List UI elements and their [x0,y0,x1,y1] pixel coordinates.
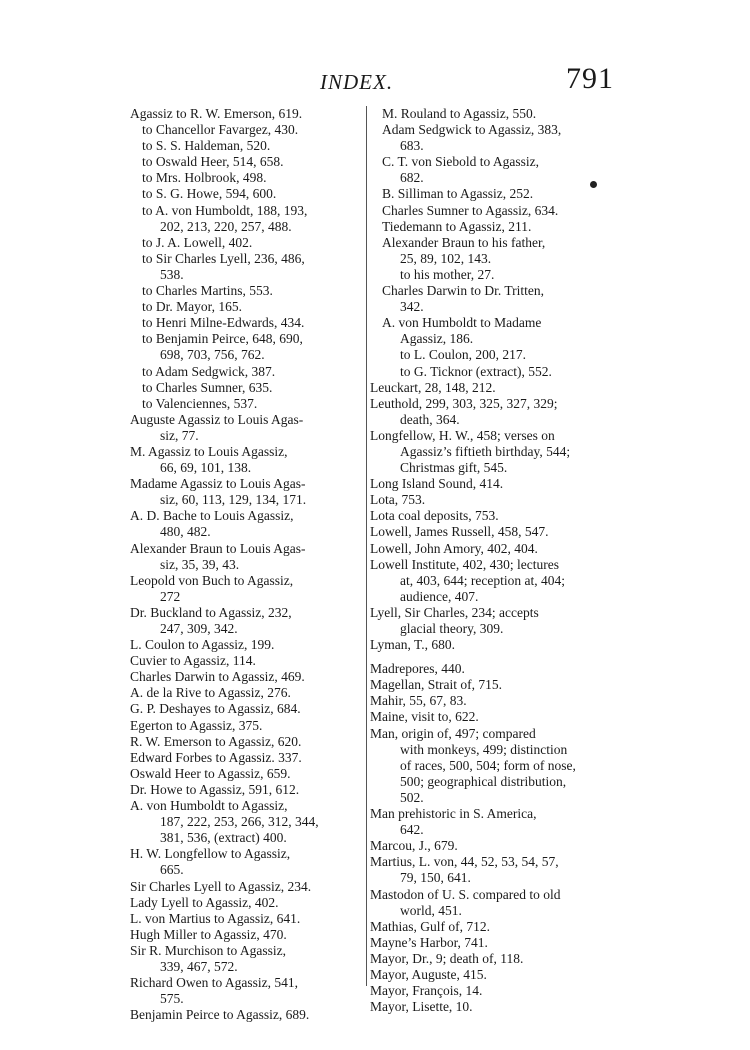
index-entry-line: to Charles Sumner, 635. [142,379,273,395]
index-entry-line: Auguste Agassiz to Louis Agas- [130,411,304,427]
index-entry-line: audience, 407. [400,588,479,604]
index-entry-line: Man, origin of, 497; compared [370,725,536,741]
index-column-left [130,106,362,1023]
index-entry-line: 339, 467, 572. [160,958,238,974]
index-entry-line: Longfellow, H. W., 458; verses on [370,427,555,443]
index-entry-line: Mahir, 55, 67, 83. [370,693,467,709]
index-entry-line: L. von Martius to Agassiz, 641. [130,910,301,926]
index-entry-line: 342. [400,299,424,315]
index-entry-line: A. von Humboldt to Agassiz, [130,798,288,814]
index-entry-line: Sir R. Murchison to Agassiz, [130,942,287,958]
index-entry-line: Agassiz, 186. [400,331,474,347]
index-entry-line: 381, 536, (extract) 400. [160,830,287,846]
index-entry-line: A. von Humboldt to Madame [382,315,542,331]
index-entry-line: Leuckart, 28, 148, 212. [370,379,496,395]
index-entry-line: to Benjamin Peirce, 648, 690, [142,331,303,347]
index-entry-line: Leopold von Buch to Agassiz, [130,572,294,588]
index-entry-line: 66, 69, 101, 138. [160,460,252,476]
index-column-right [370,106,615,1015]
index-entry-line: 502. [400,789,424,805]
index-entry-line: Lota, 753. [370,492,426,508]
index-entry-line: Leuthold, 299, 303, 325, 327, 329; [370,395,558,411]
index-entry-line: Mastodon of U. S. compared to old [370,886,561,902]
index-entry-line: to A. von Humboldt, 188, 193, [142,202,308,218]
index-entry-line: 187, 222, 253, 266, 312, 344, [160,814,319,830]
index-entry-line: to Chancellor Favargez, 430. [142,122,299,138]
index-entry-line: Mayne’s Harbor, 741. [370,934,488,950]
index-entry-line: to S. S. Haldeman, 520. [142,138,271,154]
index-entry-line: Oswald Heer to Agassiz, 659. [130,765,291,781]
index-entry-line: Charles Darwin to Dr. Tritten, [382,283,544,299]
index-entry-line: Madame Agassiz to Louis Agas- [130,476,306,492]
index-entry-line: Lowell, John Amory, 402, 404. [370,540,538,556]
index-entry-line: Cuvier to Agassiz, 114. [130,653,256,669]
index-entry-line: Mayor, François, 14. [370,983,483,999]
index-entry-line: Charles Darwin to Agassiz, 469. [130,669,305,685]
index-entry-line: 698, 703, 756, 762. [160,347,265,363]
index-entry-line: 79, 150, 641. [400,870,471,886]
index-entry-line: 202, 213, 220, 257, 488. [160,218,292,234]
index-entry-line: Tiedemann to Agassiz, 211. [382,218,532,234]
index-entry-line: to his mother, 27. [400,266,495,282]
index-entry-line: Benjamin Peirce to Agassiz, 689. [130,1007,310,1023]
index-entry-line: Martius, L. von, 44, 52, 53, 54, 57, [370,854,559,870]
index-entry-line: 247, 309, 342. [160,621,238,636]
index-entry-line: H. W. Longfellow to Agassiz, [130,846,291,862]
index-entry-line: Lady Lyell to Agassiz, 402. [130,894,279,910]
index-entry-line: M. Rouland to Agassiz, 550. [382,106,537,121]
index-entry-line: death, 364. [400,411,460,427]
index-entry-line: to Henri Milne-Edwards, 434. [142,315,305,331]
index-entry-line: Madrepores, 440. [370,661,465,677]
index-entry-line: Egerton to Agassiz, 375. [130,717,263,733]
index-entry-line: Lowell, James Russell, 458, 547. [370,524,549,540]
index-entry-line: with monkeys, 499; distinction [400,741,568,757]
index-entry-line: R. W. Emerson to Agassiz, 620. [130,733,302,749]
index-entry-line: Dr. Buckland to Agassiz, 232, [130,604,292,620]
index-entry-line: 575. [160,991,184,1007]
index-entry-line: 25, 89, 102, 143. [400,250,492,266]
index-entry-line: to Dr. Mayor, 165. [142,299,242,315]
column-divider [366,106,367,986]
index-entry-line: 500; geographical distribution, [400,773,567,789]
index-entry-line: Richard Owen to Agassiz, 541, [130,975,298,991]
index-entry-line: Christmas gift, 545. [400,460,508,476]
index-entry-line: 272 [160,588,181,604]
index-entry-line: Magellan, Strait of, 715. [370,677,502,693]
index-entry-line: Lyman, T., 680. [370,637,455,653]
index-entry-line: to Adam Sedgwick, 387. [142,363,276,379]
index-entry-line: of races, 500, 504; form of nose, [400,757,576,773]
index-entry-line: Agassiz’s fiftieth birthday, 544; [400,443,571,459]
index-entry-line: Adam Sedgwick to Agassiz, 383, [382,122,562,138]
index-entry-line: Long Island Sound, 414. [370,476,504,492]
index-entry-line: 683. [400,138,424,154]
index-entry-line: Alexander Braun to his father, [382,234,546,250]
running-title: INDEX. [320,70,394,94]
ink-blot-mark [590,181,597,188]
index-entry-line: Mathias, Gulf of, 712. [370,918,490,934]
index-entry-line: M. Agassiz to Louis Agassiz, [130,443,288,459]
index-entry-line: to L. Coulon, 200, 217. [400,347,527,363]
index-entry-line: C. T. von Siebold to Agassiz, [382,154,540,170]
index-entry-line: B. Silliman to Agassiz, 252. [382,186,534,202]
index-entry-line: G. P. Deshayes to Agassiz, 684. [130,701,301,717]
index-entry-line: Mayor, Lisette, 10. [370,999,473,1015]
index-entry-line: Mayor, Dr., 9; death of, 118. [370,950,524,966]
index-entry-line: to G. Ticknor (extract), 552. [400,363,552,379]
index-entry-line: Lowell Institute, 402, 430; lectures [370,556,559,572]
index-entry-line: Charles Sumner to Agassiz, 634. [382,202,559,218]
index-entry-line: siz, 77. [160,427,199,443]
index-entry-line: Mayor, Auguste, 415. [370,966,487,982]
index-entry-line: Alexander Braun to Louis Agas- [130,540,306,556]
index-entry-line: siz, 35, 39, 43. [160,556,240,572]
index-entry-line: to Oswald Heer, 514, 658. [142,154,284,170]
index-entry-line: world, 451. [400,902,462,918]
page-header [0,62,750,102]
section-gap [370,653,615,661]
index-entry-line: 480, 482. [160,524,211,540]
index-entry-line: A. de la Rive to Agassiz, 276. [130,685,291,701]
index-entry-line: to S. G. Howe, 594, 600. [142,186,277,202]
index-entry-line: 642. [400,822,424,838]
index-entry-line: L. Coulon to Agassiz, 199. [130,637,275,653]
index-entry-line: Marcou, J., 679. [370,838,458,854]
index-entry-line: Edward Forbes to Agassiz. 337. [130,749,302,765]
page-number: 791 [566,62,614,95]
index-entry-line: to Mrs. Holbrook, 498. [142,170,267,186]
index-entry-line: Sir Charles Lyell to Agassiz, 234. [130,878,312,894]
index-entry-line: Maine, visit to, 622. [370,709,479,725]
index-entry-line: 665. [160,862,184,878]
index-entry-line: 682. [400,170,424,186]
index-entry-line: siz, 60, 113, 129, 134, 171. [160,492,307,508]
index-entry-line: glacial theory, 309. [400,621,504,636]
index-entry-line: Lota coal deposits, 753. [370,508,499,524]
index-entry-line: 538. [160,266,184,282]
index-entry-line: Dr. Howe to Agassiz, 591, 612. [130,781,300,797]
index-entry-line: to Charles Martins, 553. [142,283,273,299]
index-entry-line: Agassiz to R. W. Emerson, 619. [130,106,303,121]
index-entry-line: to Valenciennes, 537. [142,395,258,411]
index-entry-line: A. D. Bache to Louis Agassiz, [130,508,294,524]
index-entry-line: Man prehistoric in S. America, [370,806,537,822]
index-entry-line: Hugh Miller to Agassiz, 470. [130,926,287,942]
index-entry-line: to J. A. Lowell, 402. [142,234,253,250]
index-entry-line: at, 403, 644; reception at, 404; [400,572,565,588]
index-entry-line: to Sir Charles Lyell, 236, 486, [142,250,305,266]
index-entry-line: Lyell, Sir Charles, 234; accepts [370,604,539,620]
